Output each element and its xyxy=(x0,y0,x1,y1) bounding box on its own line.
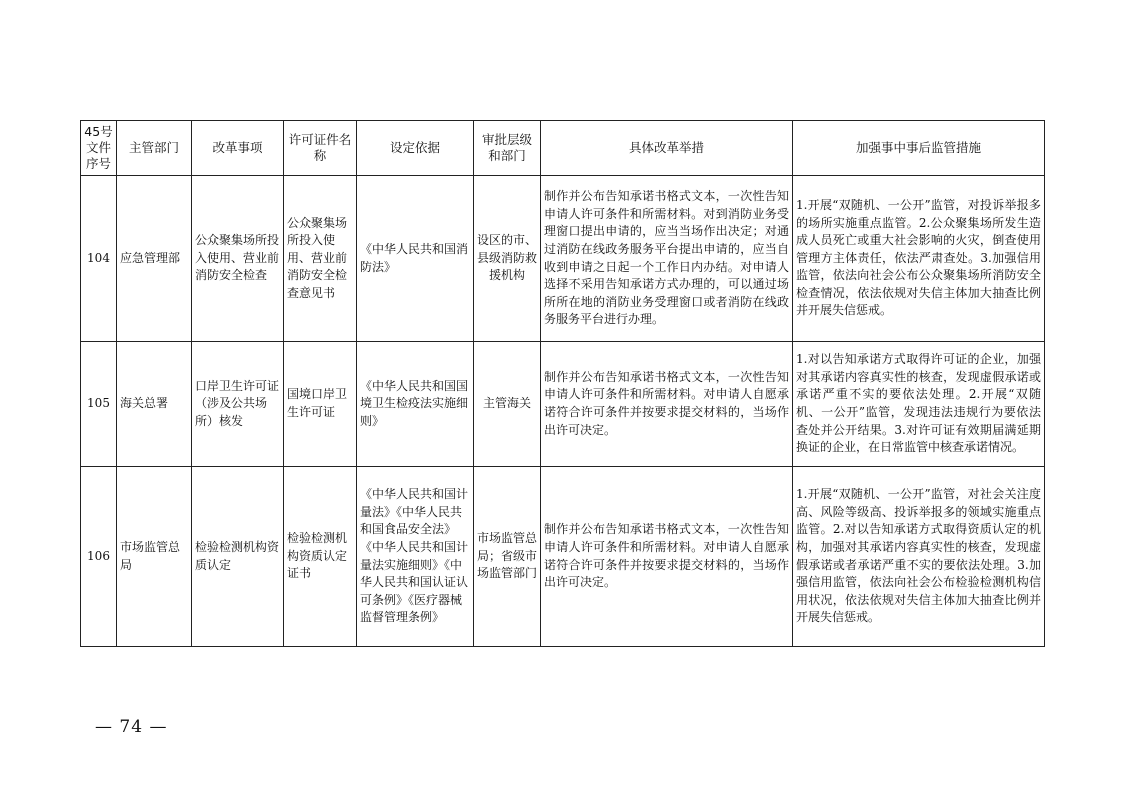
cell-dept: 海关总署 xyxy=(117,342,192,467)
header-supervision: 加强事中事后监管措施 xyxy=(793,121,1045,176)
cell-supervision: 1.开展“双随机、一公开”监管，对社会关注度高、风险等级高、投诉举报多的领域实施重点监管。2.对以告知承诺方式取得资质认定的机构，加强对其承诺内容真实性的核查，发现虚假承诺或者承诺严重不实的要依法处理。3.加强信用监管，依法向社会公布检验检测机构信用状况，依法依规对失信主体加大抽查比例并开展失信惩戒。 xyxy=(793,467,1045,647)
table-header xyxy=(81,121,1045,176)
page-number: — 74 — xyxy=(95,717,168,737)
cell-basis: 《中华人民共和国计量法》《中华人民共和国食品安全法》《中华人民共和国计量法实施细则》《中华人民共和国认证认可条例》《医疗器械监督管理条例》 xyxy=(357,467,474,647)
table-row xyxy=(81,467,1045,647)
cell-seq: 106 xyxy=(81,467,117,647)
cell-item: 公众聚集场所投入使用、营业前消防安全检查 xyxy=(192,176,284,342)
header-measures: 具体改革举措 xyxy=(541,121,793,176)
table-row xyxy=(81,176,1045,342)
header-license: 许可证件名称 xyxy=(284,121,357,176)
cell-basis: 《中华人民共和国消防法》 xyxy=(357,176,474,342)
header-row xyxy=(81,121,1045,176)
cell-measures: 制作并公布告知承诺书格式文本，一次性告知申请人许可条件和所需材料。对申请人自愿承诺符合许可条件并按要求提交材料的，当场作出许可决定。 xyxy=(541,342,793,467)
document-table-container xyxy=(80,120,1044,647)
cell-item: 口岸卫生许可证（涉及公共场所）核发 xyxy=(192,342,284,467)
header-basis: 设定依据 xyxy=(357,121,474,176)
cell-seq: 104 xyxy=(81,176,117,342)
cell-measures: 制作并公布告知承诺书格式文本，一次性告知申请人许可条件和所需材料。对申请人自愿承诺符合许可条件并按要求提交材料的，当场作出许可决定。 xyxy=(541,467,793,647)
cell-license: 国境口岸卫生许可证 xyxy=(284,342,357,467)
header-level: 审批层级和部门 xyxy=(474,121,541,176)
header-seq: 45号文件序号 xyxy=(81,121,117,176)
cell-dept: 应急管理部 xyxy=(117,176,192,342)
cell-dept: 市场监管总局 xyxy=(117,467,192,647)
cell-basis: 《中华人民共和国国境卫生检疫法实施细则》 xyxy=(357,342,474,467)
header-item: 改革事项 xyxy=(192,121,284,176)
cell-level: 设区的市、县级消防救援机构 xyxy=(474,176,541,342)
table-body xyxy=(81,176,1045,647)
cell-seq: 105 xyxy=(81,342,117,467)
header-dept: 主管部门 xyxy=(117,121,192,176)
cell-supervision: 1.对以告知承诺方式取得许可证的企业，加强对其承诺内容真实性的核查，发现虚假承诺或承诺严重不实的要依法处理。2.开展“双随机、一公开”监管，发现违法违规行为要依法查处并公开结果。3.对许可证有效期届满延期换证的企业，在日常监管中核查承诺情况。 xyxy=(793,342,1045,467)
cell-supervision: 1.开展“双随机、一公开”监管，对投诉举报多的场所实施重点监管。2.公众聚集场所发生造成人员死亡或重大社会影响的火灾，倒查使用管理方主体责任，依法严肃查处。3.加强信用监管，依法向社会公布公众聚集场所消防安全检查情况，依法依规对失信主体加大抽查比例并开展失信惩戒。 xyxy=(793,176,1045,342)
cell-license: 公众聚集场所投入使用、营业前消防安全检查意见书 xyxy=(284,176,357,342)
cell-measures: 制作并公布告知承诺书格式文本，一次性告知申请人许可条件和所需材料。对到消防业务受理窗口提出申请的，应当当场作出决定；对通过消防在线政务服务平台提出申请的，应当自收到申请之日起一个工作日内办结。对申请人选择不采用告知承诺方式办理的，可以通过场所所在地的消防业务受理窗口或者消防在线政务服务平台进行办理。 xyxy=(541,176,793,342)
cell-level: 市场监管总局；省级市场监管部门 xyxy=(474,467,541,647)
cell-item: 检验检测机构资质认定 xyxy=(192,467,284,647)
table-row xyxy=(81,342,1045,467)
cell-level: 主管海关 xyxy=(474,342,541,467)
reform-items-table xyxy=(80,120,1045,647)
cell-license: 检验检测机构资质认定证书 xyxy=(284,467,357,647)
